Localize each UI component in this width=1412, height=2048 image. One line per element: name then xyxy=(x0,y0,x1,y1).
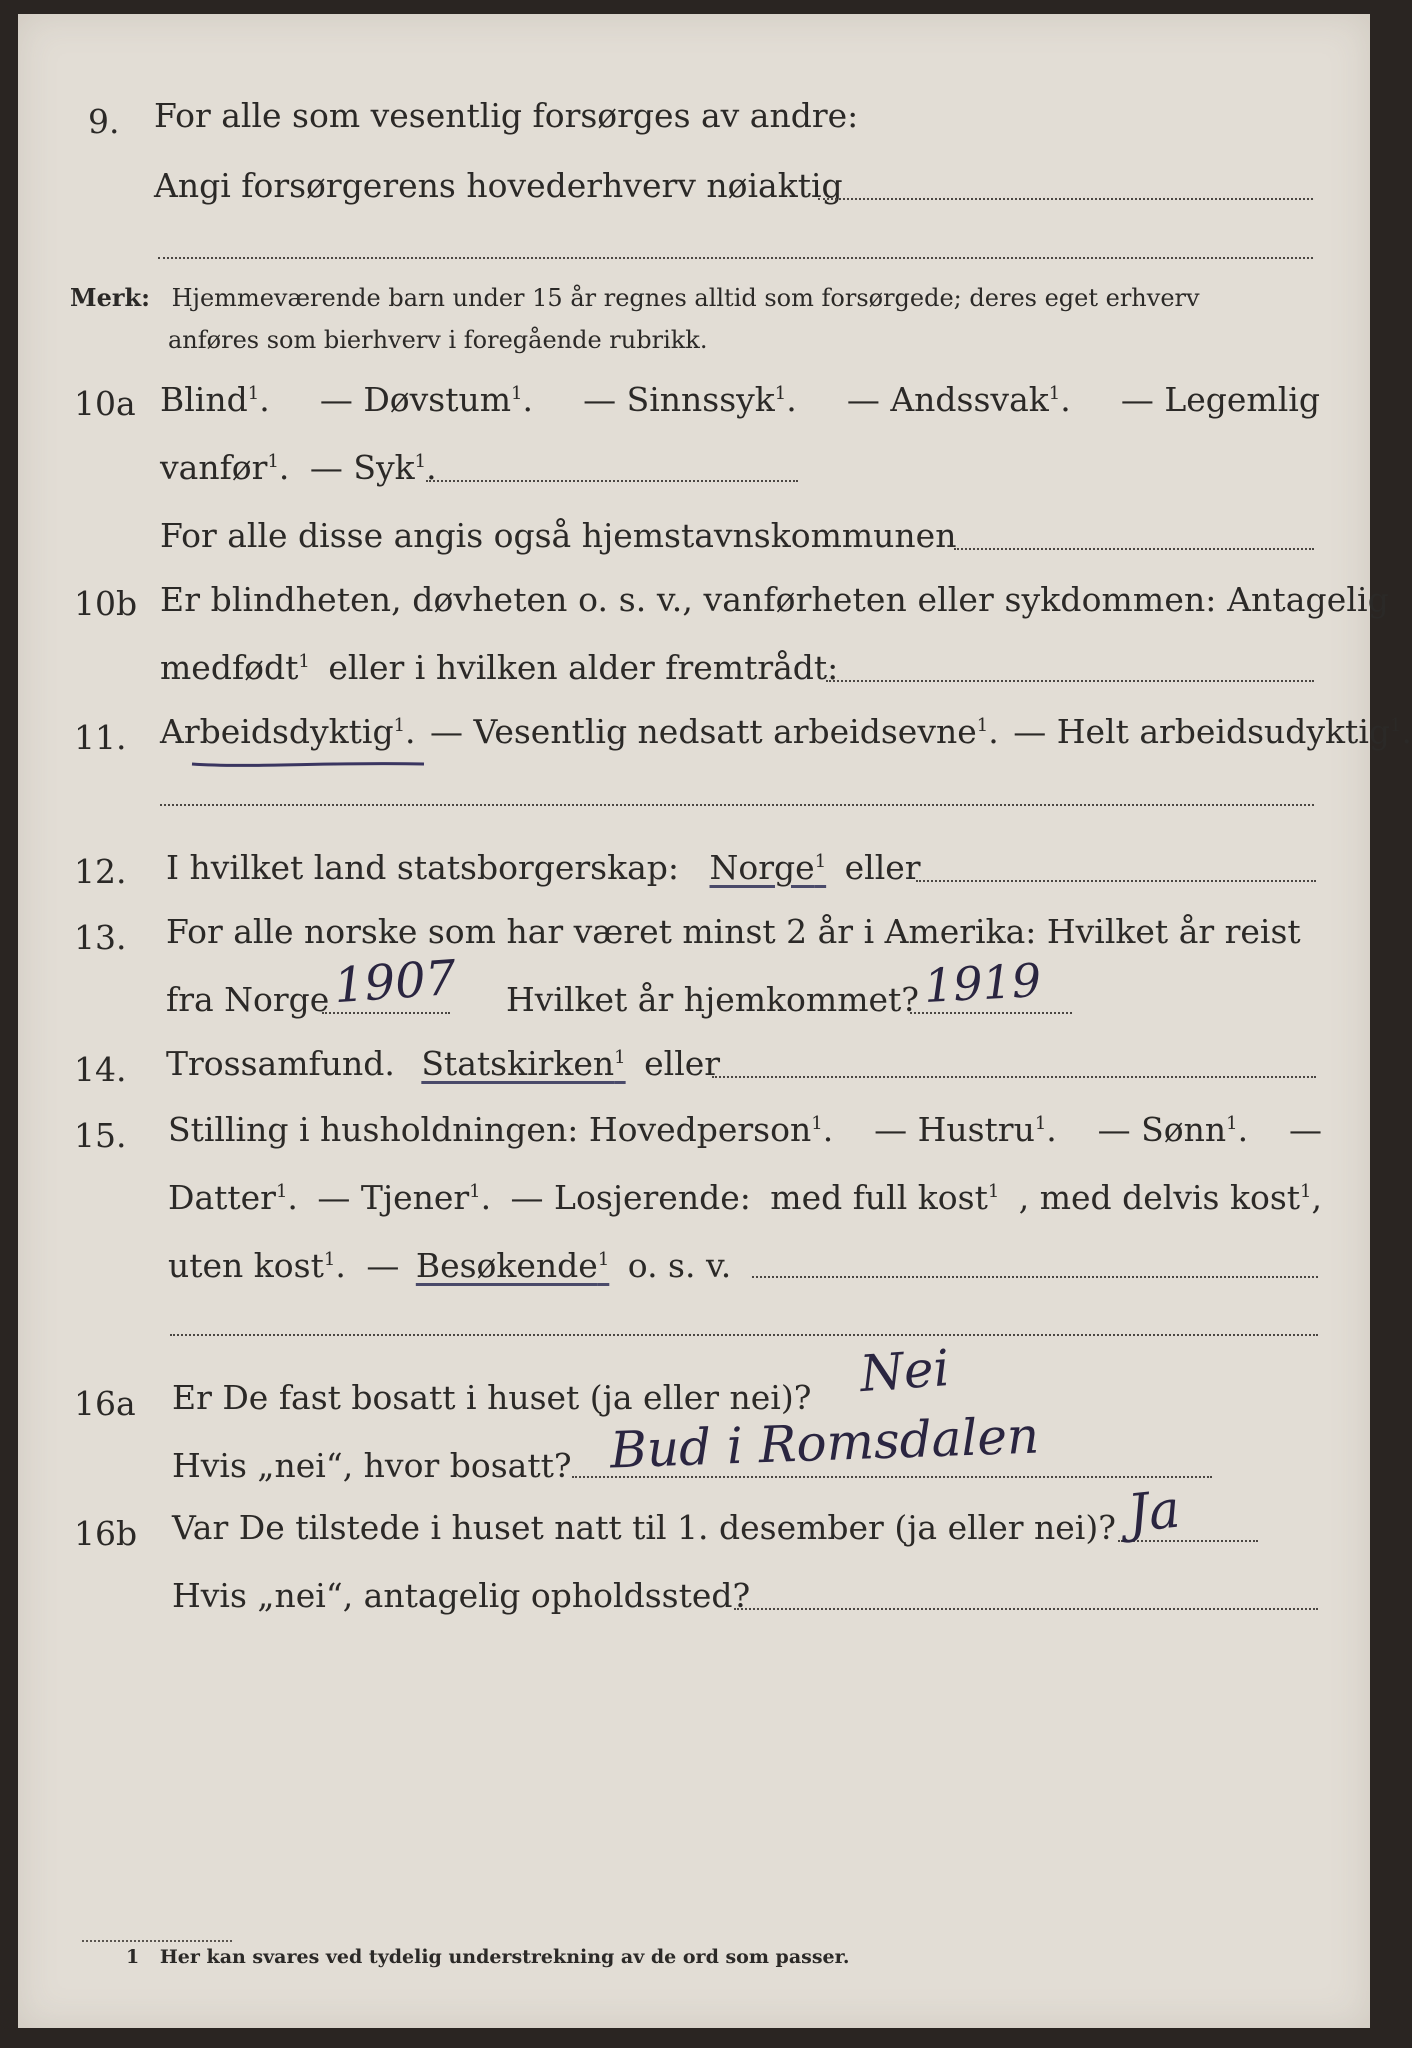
q12-text: I hvilket land statsborgerskap: xyxy=(166,848,680,887)
opt-blind[interactable]: Blind$^1$. xyxy=(160,380,270,419)
q13-line2a: fra Norge xyxy=(166,980,330,1019)
q14-number: 14. xyxy=(74,1050,127,1089)
merk-line1: Hjemmeværende barn under 15 år regnes alltid som forsørgede; deres eget erhverv xyxy=(171,284,1200,312)
footnote xyxy=(126,1946,850,1968)
opt-dovstum[interactable]: — Døvstum$^1$. xyxy=(319,380,533,419)
q14-eller: eller xyxy=(644,1044,721,1083)
footnote-mark: 1 xyxy=(126,1946,140,1968)
q12-line xyxy=(166,848,921,888)
q13-line2b: Hvilket år hjemkommet? xyxy=(506,980,919,1019)
q16b-number: 16b xyxy=(74,1514,138,1553)
opt-besokende[interactable]: Besøkende$^1$ xyxy=(415,1246,610,1285)
q15-line3 xyxy=(168,1246,731,1286)
q11-number: 11. xyxy=(74,718,127,757)
arbeidsdyktig-underline-mark xyxy=(188,754,428,774)
q10b-line2 xyxy=(160,648,838,688)
q16a-line2: Hvis „nei“, hvor bosatt? xyxy=(172,1446,572,1485)
handwritten-place-bosatt: Bud i Romsdalen xyxy=(609,1406,1041,1480)
opt-delviskost[interactable]: , med delvis kost$^1$, xyxy=(1018,1178,1322,1217)
q9-line2: Angi forsørgerens hovederhverv nøiaktig xyxy=(154,166,843,205)
q15-answer-line[interactable] xyxy=(752,1276,1318,1278)
q16a-line1: Er De fast bosatt i huset (ja eller nei)? xyxy=(172,1378,812,1417)
q13-number: 13. xyxy=(74,918,127,957)
q16b-line2: Hvis „nei“, antagelig opholdssted? xyxy=(172,1576,751,1615)
q15-line1 xyxy=(168,1110,1322,1150)
q10b-number: 10b xyxy=(74,584,138,623)
q10a-line3: For alle disse angis også hjemstavnskommunen xyxy=(160,516,957,555)
opt-medfodt[interactable]: medfødt$^1$ xyxy=(160,648,310,687)
handwritten-year-reist: 1907 xyxy=(332,949,458,1015)
q14-line xyxy=(166,1044,720,1084)
opt-sinnssyk[interactable]: — Sinnssyk$^1$. xyxy=(583,380,797,419)
opt-fullkost[interactable]: med full kost$^1$ xyxy=(770,1178,1000,1217)
q12-number: 12. xyxy=(74,852,127,891)
footnote-text: Her kan svares ved tydelig understrekning av de ord som passer. xyxy=(159,1946,850,1968)
q10b-answer-line[interactable] xyxy=(826,680,1314,682)
q11-extra-line[interactable] xyxy=(160,804,1314,806)
q15-losjerende: — Losjerende: xyxy=(510,1178,751,1217)
q10b-line1: Er blindheten, døvheten o. s. v., vanførheten eller sykdommen: Antagelig xyxy=(160,580,1389,619)
handwritten-answer-fast-bosatt: Nei xyxy=(858,1338,952,1404)
opt-norge[interactable]: Norge$^1$ xyxy=(709,848,827,887)
merk-label: Merk: xyxy=(70,283,150,312)
opt-vanfor[interactable]: vanfør$^1$. xyxy=(160,448,290,487)
opt-utenkost[interactable]: uten kost$^1$. xyxy=(168,1246,346,1285)
q9-number: 9. xyxy=(88,102,120,141)
merk-line2: anføres som bierhverv i foregående rubrikk. xyxy=(168,326,708,354)
q9-line1: For alle som vesentlig forsørges av andre: xyxy=(154,96,859,135)
q10a-number: 10a xyxy=(74,384,136,423)
q16b-answer-line2[interactable] xyxy=(734,1608,1318,1610)
q16b-line1: Var De tilstede i huset natt til 1. desember (ja eller nei)? xyxy=(172,1508,1116,1547)
q16a-number: 16a xyxy=(74,1384,136,1423)
q12-eller: eller xyxy=(844,848,921,887)
q9-extra-line[interactable] xyxy=(158,257,1313,259)
opt-legemlig[interactable]: — Legemlig xyxy=(1120,380,1320,419)
q15-dash2: — xyxy=(366,1246,400,1285)
q10a-hjemstavn-answer-line[interactable] xyxy=(954,548,1314,550)
opt-andssvak[interactable]: — Andssvak$^1$. xyxy=(846,380,1071,419)
q13-line1: For alle norske som har været minst 2 år i Amerika: Hvilket år reist xyxy=(166,912,1301,951)
q12-answer-line[interactable] xyxy=(916,880,1316,882)
q11-line xyxy=(160,712,1412,752)
opt-arbeidsdyktig[interactable]: Arbeidsdyktig$^1$. xyxy=(160,712,416,751)
q9-answer-line[interactable] xyxy=(818,198,1313,200)
q14-answer-line[interactable] xyxy=(712,1076,1316,1078)
opt-hustru[interactable]: — Hustru$^1$. xyxy=(874,1110,1057,1149)
opt-tjener[interactable]: — Tjener$^1$. xyxy=(317,1178,492,1217)
handwritten-answer-tilstede: Ja xyxy=(1125,1479,1183,1545)
q15-line2 xyxy=(168,1178,1322,1218)
merk-note xyxy=(70,276,1200,320)
q15-extra-line[interactable] xyxy=(170,1334,1318,1336)
q14-text: Trossamfund. xyxy=(166,1044,395,1083)
footnote-rule xyxy=(82,1940,232,1942)
opt-nedsatt[interactable]: — Vesentlig nedsatt arbeidsevne$^1$. xyxy=(430,712,999,751)
opt-hovedperson[interactable]: Stilling i husholdningen: Hovedperson$^1$. xyxy=(168,1110,834,1149)
opt-datter[interactable]: Datter$^1$. xyxy=(168,1178,298,1217)
q10a-line1 xyxy=(160,380,1320,420)
q10a-syk-answer-line[interactable] xyxy=(426,480,798,482)
handwritten-year-hjemkommet: 1919 xyxy=(922,952,1043,1014)
q10b-line2-text: eller i hvilken alder fremtrådt: xyxy=(328,648,839,687)
q15-number: 15. xyxy=(74,1116,127,1155)
q10a-line2 xyxy=(160,448,437,488)
opt-udyktig[interactable]: — Helt arbeidsudyktig$^1$. xyxy=(1013,712,1412,751)
opt-sonn[interactable]: — Sønn$^1$. xyxy=(1097,1110,1249,1149)
opt-syk[interactable]: — Syk$^1$. xyxy=(309,448,437,487)
census-form-page xyxy=(18,14,1412,2028)
q15-osv: o. s. v. xyxy=(627,1246,732,1285)
opt-statskirken[interactable]: Statskirken$^1$ xyxy=(421,1044,626,1083)
q15-dash: — xyxy=(1288,1110,1322,1149)
